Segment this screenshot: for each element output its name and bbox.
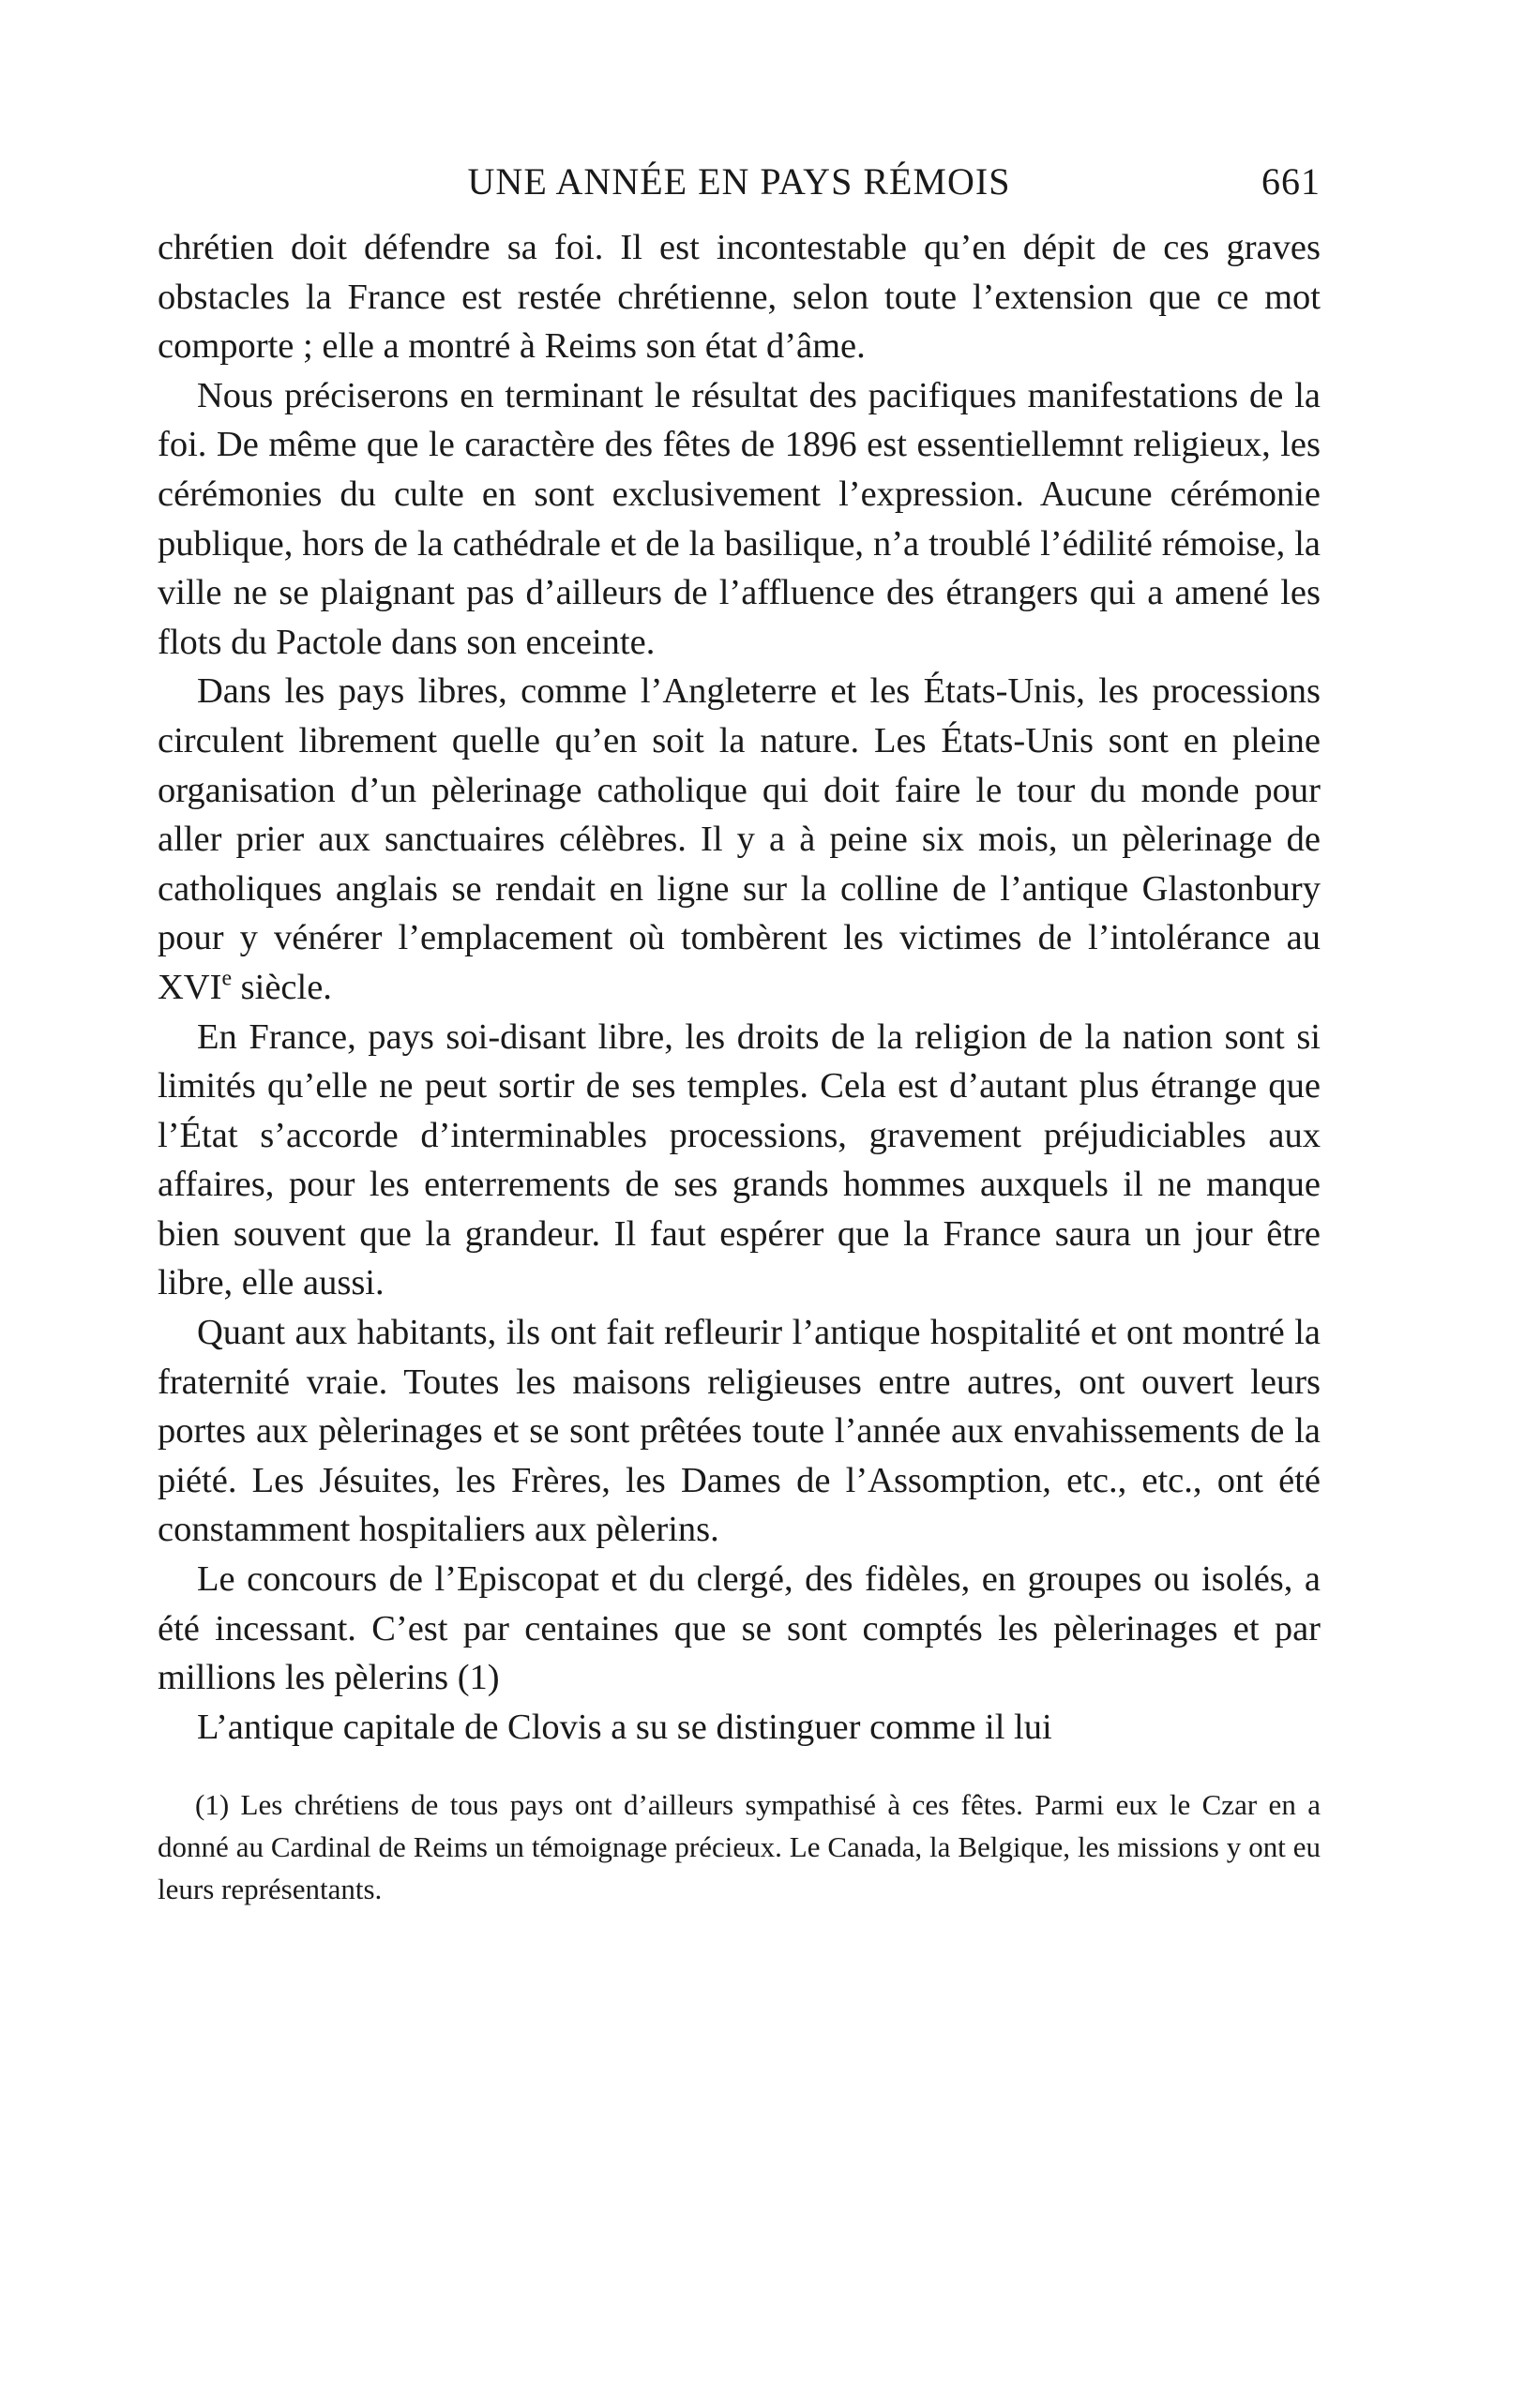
paragraph-text: Quant aux habitants, ils ont fait refleurir l’antique hospitalité et ont montré la fraternité vraie. Toutes les maisons religieuses entre autres, ont ouvert leurs portes aux pèlerinages et se sont prêtées toute l’année aux envahissements de la piété. Les Jésuites, les Frères, les Dames de l’Assomption, etc., etc., ont été constamment hospitaliers aux pèlerins. bbox=[158, 1313, 1321, 1550]
paragraph bbox=[158, 667, 1321, 1012]
running-title: UNE ANNÉE EN PAYS RÉMOIS bbox=[467, 160, 1011, 203]
paragraph-text: En France, pays soi-disant libre, les droits de la religion de la nation sont si limités qu’elle ne peut sortir de ses temples. Cela est d’autant plus étrange que l’État s’accorde d’interminables processions, gravement préjudiciables aux affaires, pour les enterrements de ses grands hommes auxquels il ne manque bien souvent que la grandeur. Il faut espérer que la France saura un jour être libre, elle aussi. bbox=[158, 1016, 1321, 1303]
running-head bbox=[158, 159, 1321, 216]
paragraph-continuation bbox=[158, 223, 1321, 371]
paragraph bbox=[158, 1013, 1321, 1309]
superscript: e bbox=[221, 966, 233, 991]
paragraph-text: Dans les pays libres, comme l’Angleterre et les États-Unis, les processions circulent librement quelle qu’en soit la nature. Les États-Unis sont en pleine organisation d’un pèlerinage catholique qui doit faire le tour du monde pour aller prier aux sanctuaires célèbres. Il y a à peine six mois, un pèlerinage de catholiques anglais se rendait en ligne sur la colline de l’antique Glastonbury pour y vénérer l’emplacement où tombèrent les victimes de l’intolérance au XVI bbox=[158, 671, 1321, 1007]
paragraph bbox=[158, 1308, 1321, 1555]
paragraph bbox=[158, 371, 1321, 668]
body-text bbox=[158, 223, 1321, 1752]
paragraph bbox=[158, 1555, 1321, 1703]
page-number: 661 bbox=[1261, 160, 1321, 203]
paragraph-text-end: siècle. bbox=[232, 967, 332, 1007]
footnote bbox=[158, 1783, 1321, 1910]
footnote-text: (1) Les chrétiens de tous pays ont d’ailleurs sympathisé à ces fêtes. Parmi eux le Czar en a donné au Cardinal de Reims un témoignage précieux. Le Canada, la Belgique, les missions y ont eu leurs représentants. bbox=[158, 1788, 1321, 1906]
paragraph-text: Nous préciserons en terminant le résultat des pacifiques manifestations de la foi. De même que le caractère des fêtes de 1896 est essentiellemnt religieux, les cérémonies du culte en sont exclusivement l’expression. Aucune cérémonie publique, hors de la cathédrale et de la basilique, n’a troublé l’édilité rémoise, la ville ne se plaignant pas d’ailleurs de l’affluence des étrangers qui a amené les flots du Pactole dans son enceinte. bbox=[158, 375, 1321, 662]
book-page bbox=[158, 159, 1321, 1910]
paragraph-text: Le concours de l’Episcopat et du clergé, des fidèles, en groupes ou isolés, a été incessant. C’est par centaines que se sont comptés les pèlerinages et par millions les pèlerins (1) bbox=[158, 1559, 1321, 1698]
paragraph bbox=[158, 1703, 1321, 1753]
paragraph-text: chrétien doit défendre sa foi. Il est incontestable qu’en dépit de ces graves obstacles la France est restée chrétienne, selon toute l’extension que ce mot comporte ; elle a montré à Reims son état d’âme. bbox=[158, 228, 1321, 367]
paragraph-text: L’antique capitale de Clovis a su se distinguer comme il lui bbox=[197, 1707, 1052, 1747]
